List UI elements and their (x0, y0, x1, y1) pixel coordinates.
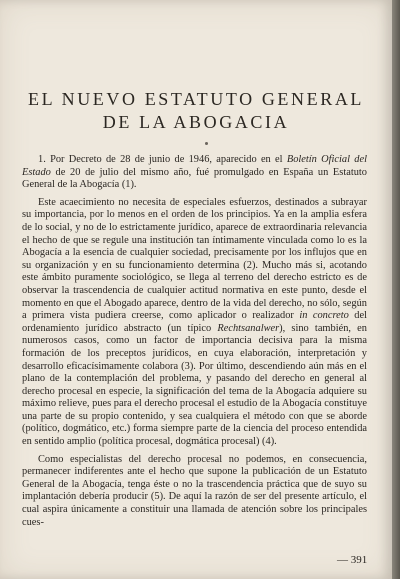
title-line-1: EL NUEVO ESTATUTO GENERAL (27, 89, 365, 109)
text-run: del ordenamiento jurídico abstracto (un típico (22, 310, 367, 334)
article-title (26, 88, 366, 134)
decorative-dot (205, 142, 208, 145)
book-gutter-shadow (392, 0, 400, 579)
title-line-2: DE LA ABOGACIA (102, 112, 290, 132)
paragraph-1 (22, 154, 367, 192)
text-run: Como especialistas del derecho procesal no podemos, en consecuencia, permanecer indiferentes ante el hecho que supone la publicación de un Estatuto General de la Abogacía, tenga éste o no la trascendencia práctica que de suyo su implantación debería producir (5). De aquí la razón de ser del presente artículo, el cual aspira únicamente a constituir una llamada de atención sobre los principales cues- (22, 453, 367, 528)
text-run: ), sino también, en numerosos casos, como un factor de importancia decisiva para la misma formación de los preceptos jurídicos, en cuya elaboración, interpretación y desarrollo eficacísimamente colabora (3). Por último, descendiendo aún más en el plano de la contemplación del problema, y pasando del derecho en general al derecho procesal en especie, la significación del tema de la Abogacía adquiere su máximo relieve, pues para el derecho procesal el estudio de la Abogacía constituye una parte de su propio contenido, y sea cualquiera el método con que se aborde (político, dogmático, etc.) forma siempre parte de la ciencia del proceso entendida en sentido amplio (política procesal, dogmática procesal) (4). (22, 322, 367, 448)
text-run: Este acaecimiento no necesita de especiales esfuerzos, destinados a subrayar su importancia, por lo menos en el orden de los principios. Ya en la amplia esfera de lo social, y no de lo estrictamente jurídico, aparece de extraordinaria relevancia el hecho de que se regule una institución tan íntimamente vinculada como lo es la Abogacía a la esencia de cualquier sociedad, precisamente por los influjos que en su organización y en su funcionamiento determina (2). Mucho más si, acotando este ámbito puramente sociológico, se llega al terreno del derecho estricto es de observar la trascendencia de cualquier actitud normativa en este punto, desde el momento en que el Abogado aparece, dentro de la vida del derecho, no sólo, según a primera vista pudiera creerse, como aplicador o realizador (22, 196, 367, 322)
article-body (22, 154, 367, 529)
paragraph-2 (22, 197, 367, 449)
page-number: — 391 (337, 554, 368, 566)
italic-run: in concreto (299, 310, 349, 322)
paragraph-3 (22, 454, 367, 530)
italic-run: Rechtsanalwer (217, 322, 280, 334)
italic-run: Boletín Oficial del Estado (22, 154, 367, 178)
text-run: 1. Por Decreto de 28 de junio de 1946, aparecido en el (38, 154, 287, 165)
text-run: de 20 de julio del mismo año, fué promulgado en España un Estatuto General de la Abogacía (1). (22, 166, 367, 191)
